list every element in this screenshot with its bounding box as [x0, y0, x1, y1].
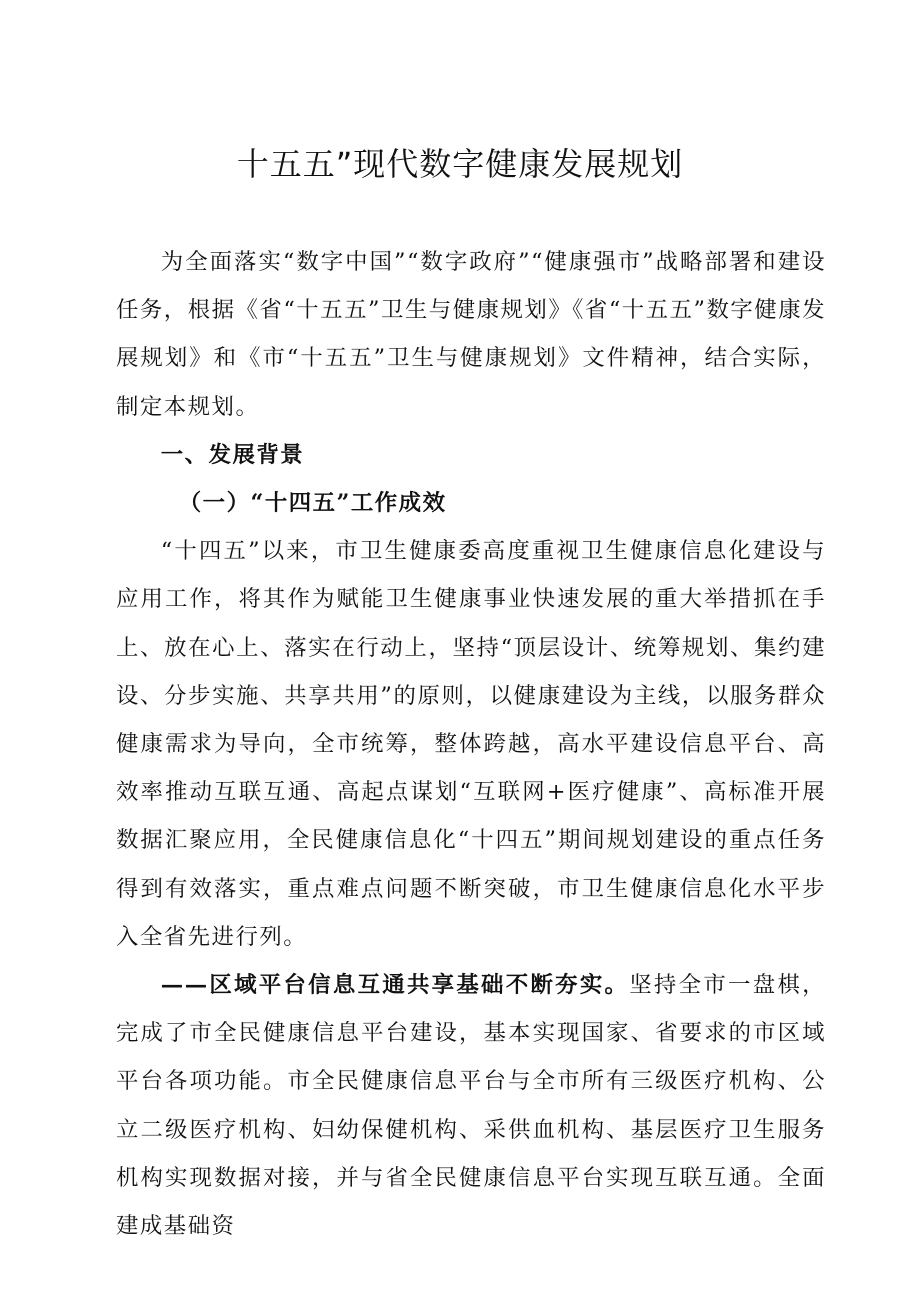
document-title: 十五五”现代数字健康发展规划 [236, 145, 684, 183]
subsection-heading: （一）“十四五”工作成效 [178, 490, 447, 517]
document-body [116, 238, 826, 1250]
intro-paragraph: 为全面落实“数字中国”“数字政府”“健康强市”战略部署和建设任务，根据《省“十五五”卫生与健康规划》《省“十五五”数字健康发展规划》和《市“十五五”卫生与健康规划》文件精神，结合实际，制定本规划。 [116, 249, 826, 420]
paragraph-body-text: 坚持全市一盘棋，完成了市全民健康信息平台建设，基本实现国家、省要求的市区域平台各项功能。市全民健康信息平台与全市所有三级医疗机构、公立二级医疗机构、妇幼保健机构、采供血机构、基层医疗卫生服务机构实现数据对接，并与省全民健康信息平台实现互联互通。全面建成基础资 [116, 972, 827, 1240]
paragraph-lead-text: ——区域平台信息互通共享基础不断夯实。 [160, 972, 630, 999]
body-paragraph-with-lead [116, 961, 826, 1250]
section-heading: 一、发展背景 [160, 441, 305, 468]
body-paragraph: “十四五”以来，市卫生健康委高度重视卫生健康信息化建设与应用工作，将其作为赋能卫生健康事业快速发展的重大举措抓在手上、放在心上、落实在行动上，坚持“顶层设计、统筹规划、集约建设、分步实施、共享共用”的原则，以健康建设为主线，以服务群众健康需求为导向，全市统筹，整体跨越，高水平建设信息平台、高效率推动互联互通、高起点谋划“互联网+医疗健康”、高标准开展数据汇聚应用，全民健康信息化“十四五”期间规划建设的重点任务得到有效落实，重点难点问题不断突破，市卫生健康信息化水平步入全省先进行列。 [116, 538, 826, 950]
